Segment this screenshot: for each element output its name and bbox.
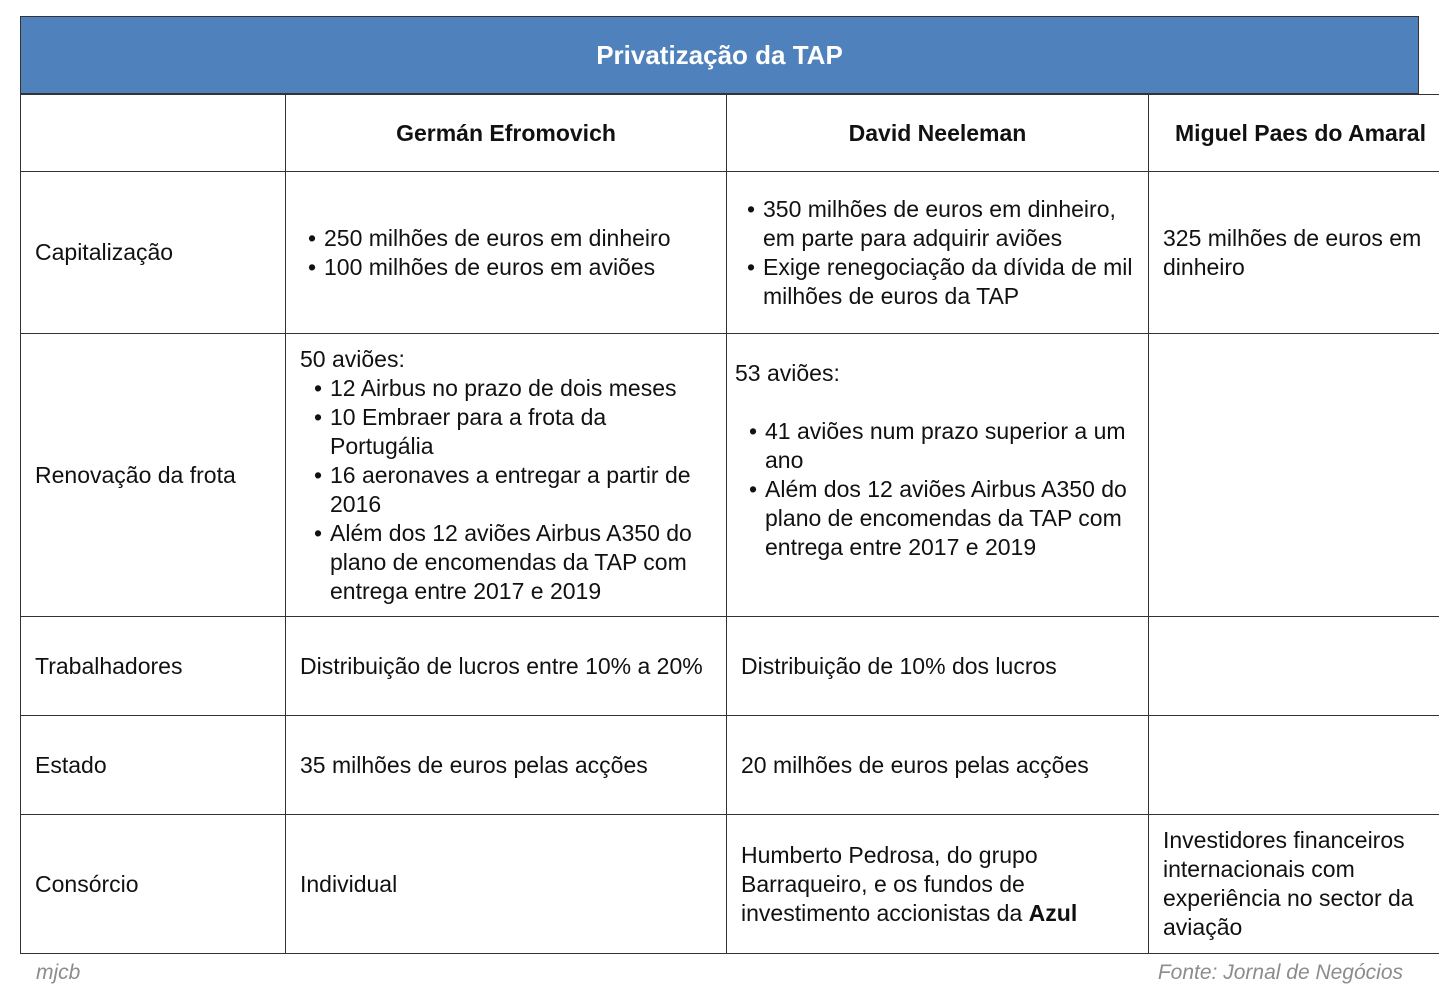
cell-amaral: [1149, 716, 1439, 815]
header-efromovich: Germán Efromovich: [286, 95, 727, 172]
spacer: [735, 388, 1144, 417]
consorcio-text: Humberto Pedrosa, do grupo Barraqueiro, e os fundos de investimento accionistas da: [741, 841, 1038, 926]
cell-amaral: [1149, 617, 1439, 716]
header-neeleman: David Neeleman: [727, 95, 1149, 172]
row-label: Estado: [21, 716, 286, 815]
header-row: [21, 95, 1439, 172]
cell-efromovich: [286, 334, 727, 617]
cell-neeleman: [727, 815, 1149, 954]
list-intro: 53 aviões:: [735, 360, 840, 386]
source-credit: Fonte: Jornal de Negócios: [1157, 961, 1403, 984]
comparison-table: [20, 94, 1439, 954]
list-item: • Além dos 12 aviões Airbus A350 do plano de encomendas da TAP com entrega entre 2017 e 2019: [741, 475, 1144, 562]
row-consorcio: [21, 815, 1439, 954]
list-item: • Além dos 12 aviões Airbus A350 do plano de encomendas da TAP com entrega entre 2017 e 2019: [306, 519, 712, 606]
bullet-list: [739, 195, 1144, 311]
list-intro: 50 aviões:: [300, 345, 405, 372]
azul-emphasis: Azul: [1028, 899, 1078, 926]
row-renovacao: [21, 334, 1439, 617]
list-item: • Exige renegociação da dívida de mil milhões de euros da TAP: [739, 253, 1144, 311]
cell-efromovich: Distribuição de lucros entre 10% a 20%: [286, 617, 727, 716]
row-label: Consórcio: [21, 815, 286, 954]
row-capitalizacao: [21, 172, 1439, 334]
cell-neeleman: Distribuição de 10% dos lucros: [727, 617, 1149, 716]
row-label: Capitalização: [21, 172, 286, 334]
list-item: • 100 milhões de euros em aviões: [300, 253, 712, 282]
cell-neeleman: 20 milhões de euros pelas acções: [727, 716, 1149, 815]
cell-efromovich: [286, 172, 727, 334]
list-item: • 250 milhões de euros em dinheiro: [300, 224, 712, 253]
list-item: • 41 aviões num prazo superior a um ano: [741, 417, 1144, 475]
cell-amaral: Investidores financeiros internacionais com experiência no sector da aviação: [1149, 815, 1439, 954]
cell-efromovich: Individual: [286, 815, 727, 954]
cell-neeleman: [727, 172, 1149, 334]
spacer: [735, 562, 1144, 591]
row-trabalhadores: [21, 617, 1439, 716]
bullet-list: [300, 374, 712, 606]
list-item: • 10 Embraer para a frota da Portugália: [306, 403, 712, 461]
table-title: Privatização da TAP: [596, 39, 843, 70]
row-label: Trabalhadores: [21, 617, 286, 716]
header-amaral: Miguel Paes do Amaral: [1149, 95, 1439, 172]
bullet-list: [300, 224, 712, 282]
cell-efromovich: 35 milhões de euros pelas acções: [286, 716, 727, 815]
cell-neeleman: [727, 334, 1149, 617]
list-item: • 16 aeronaves a entregar a partir de 2016: [306, 461, 712, 519]
bullet-list: [735, 417, 1144, 562]
row-label: Renovação da frota: [21, 334, 286, 617]
list-item: • 350 milhões de euros em dinheiro, em parte para adquirir aviões: [739, 195, 1144, 253]
header-empty-cell: [21, 95, 286, 172]
row-estado: [21, 716, 1439, 815]
list-item: • 12 Airbus no prazo de dois meses: [306, 374, 712, 403]
cell-amaral: [1149, 334, 1439, 617]
table-title-bar: [20, 16, 1419, 94]
author-credit: mjcb: [36, 961, 81, 984]
comparison-sheet: [20, 16, 1426, 954]
cell-amaral: 325 milhões de euros em dinheiro: [1149, 172, 1439, 334]
